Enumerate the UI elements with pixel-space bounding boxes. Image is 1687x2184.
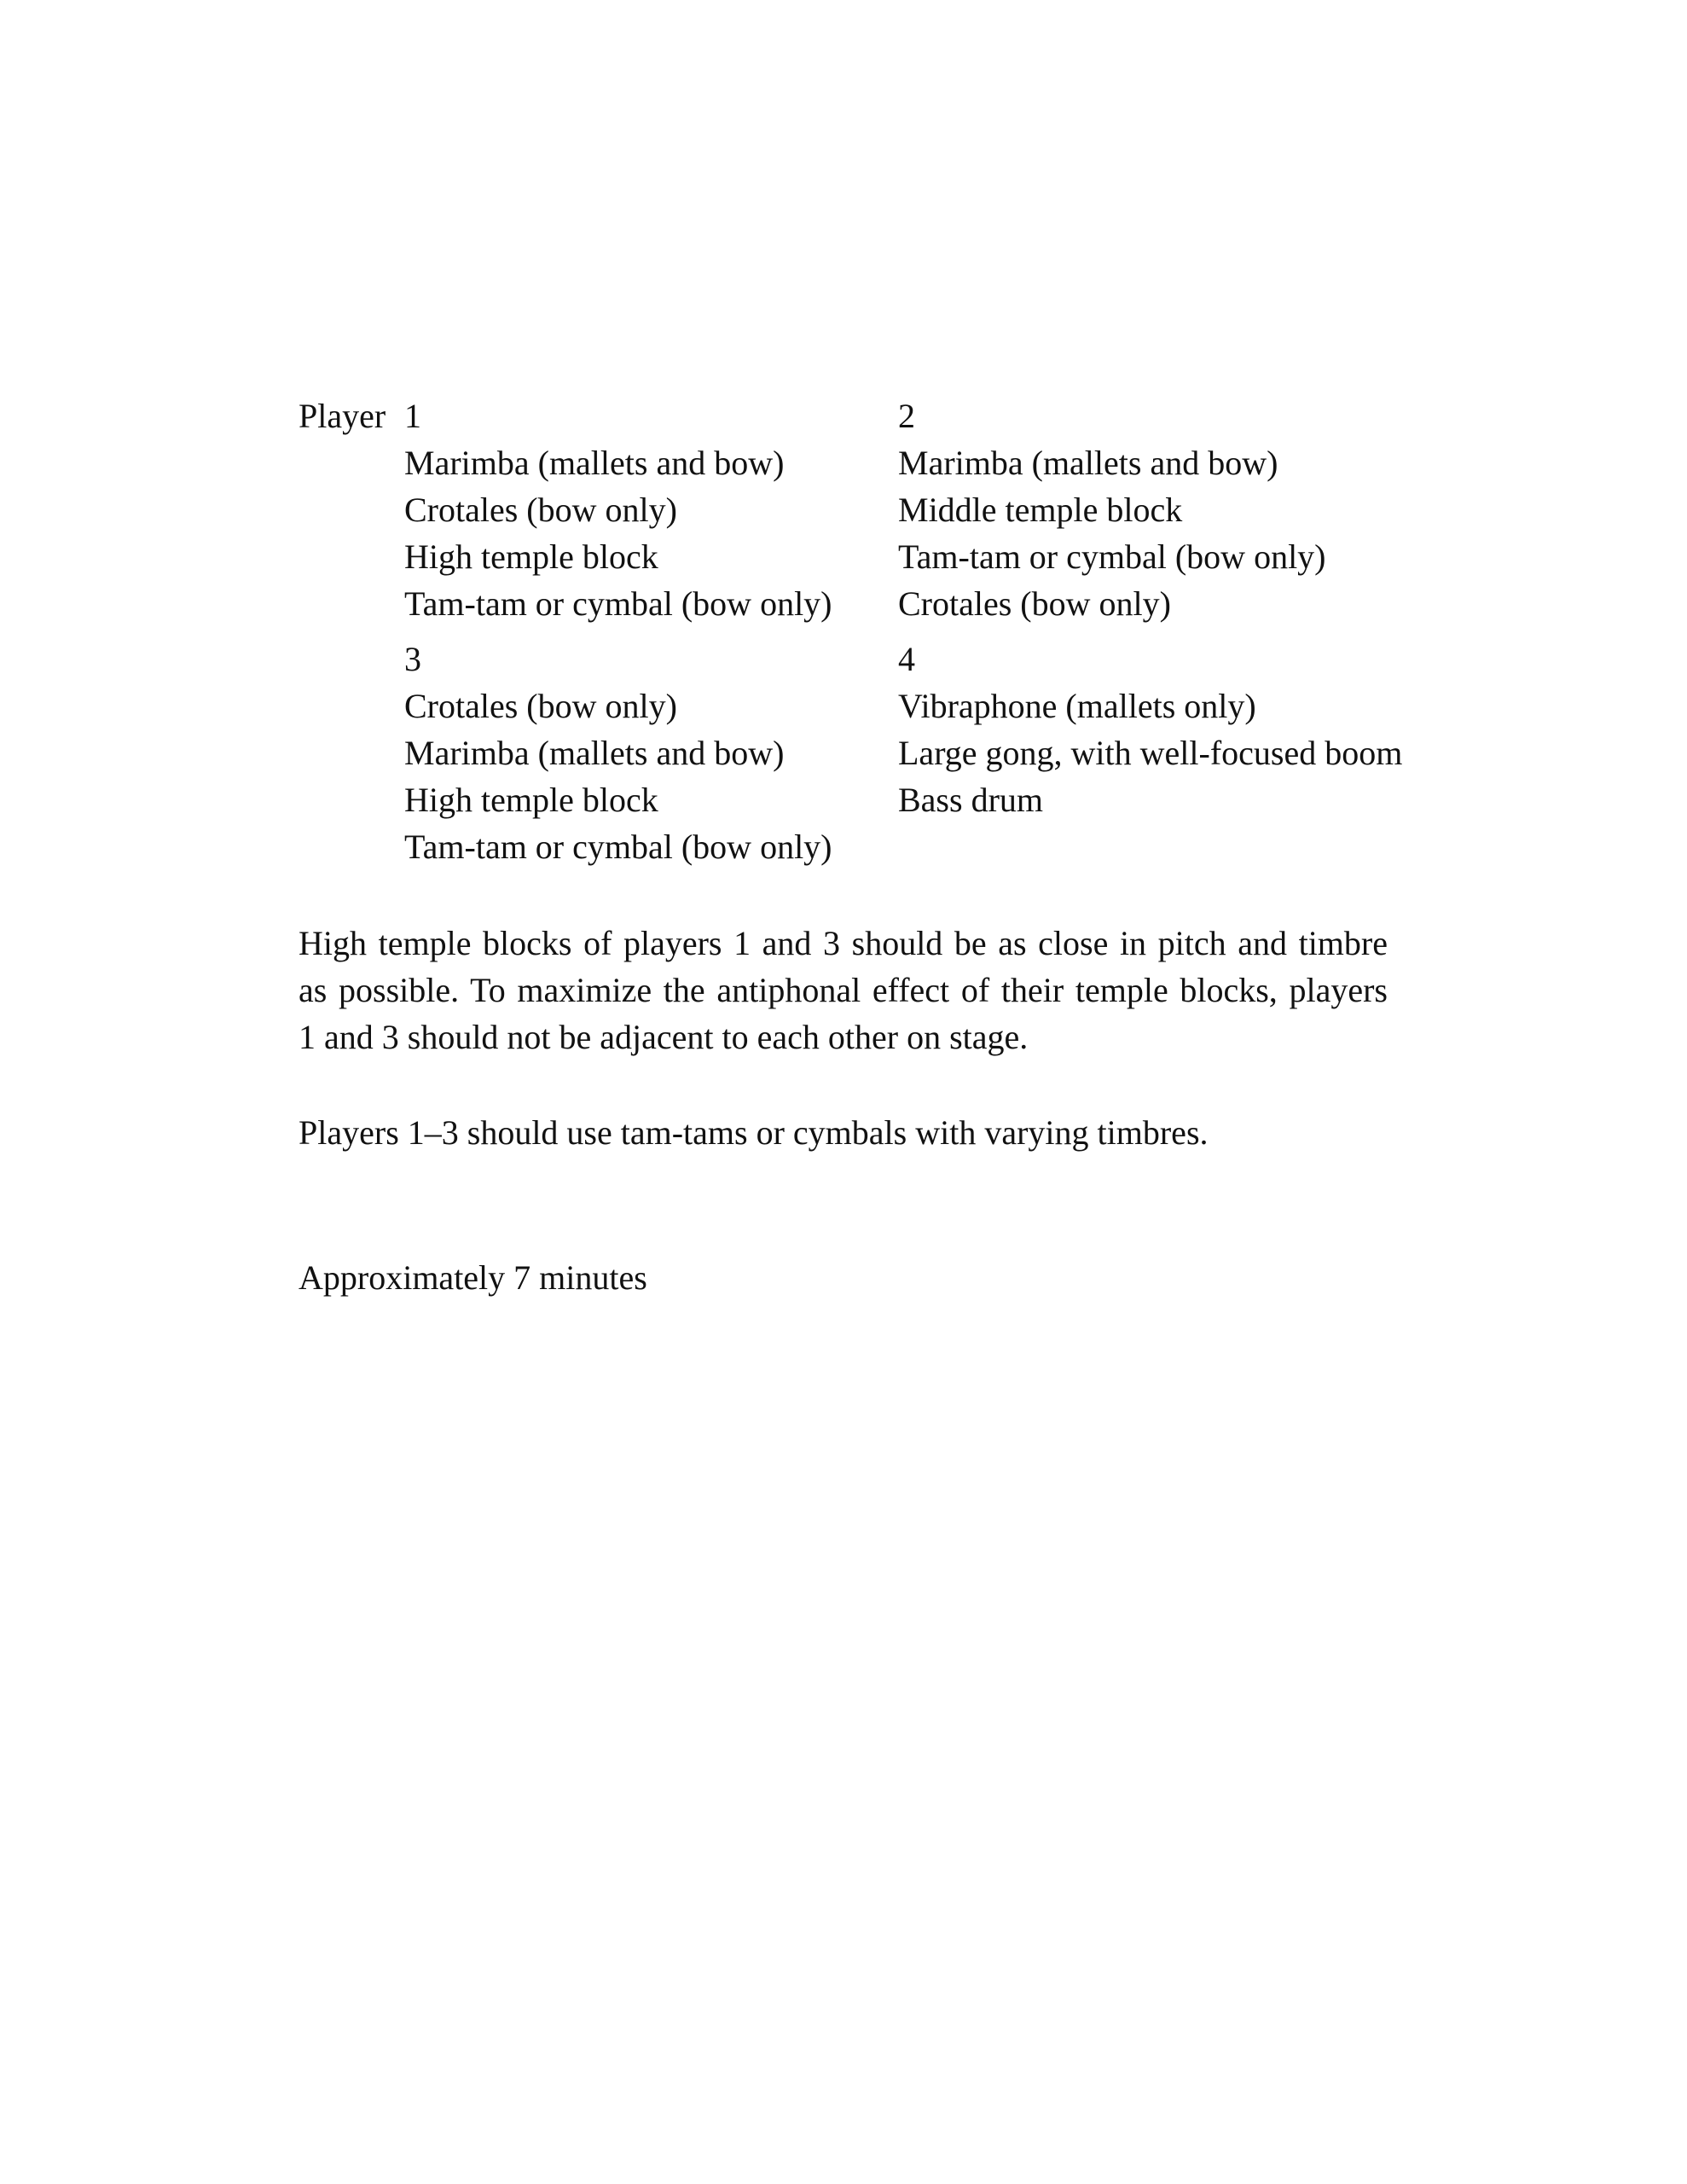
instrument-item: Vibraphone (mallets only)	[898, 687, 1256, 725]
instrument-item: Crotales (bow only)	[404, 491, 677, 529]
note-line: High temple blocks of players 1 and 3 should be as close in pitch and timbre	[299, 924, 1388, 962]
instrument-item: Tam-tam or cymbal (bow only)	[404, 584, 832, 623]
tam-tam-note: Players 1–3 should use tam-tams or cymbals with varying timbres.	[299, 1113, 1209, 1152]
instrument-item: Marimba (mallets and bow)	[404, 444, 785, 482]
player-2-list	[898, 392, 1326, 627]
instrument-item: Marimba (mallets and bow)	[898, 444, 1278, 482]
player-number: 4	[898, 640, 915, 678]
instrument-item: Bass drum	[898, 781, 1043, 819]
instrument-item: Crotales (bow only)	[898, 584, 1171, 623]
player-1-list	[404, 392, 832, 627]
note-line: as possible. To maximize the antiphonal effect of their temple blocks, players	[299, 971, 1388, 1009]
player-3-list	[404, 636, 832, 870]
instrument-item: Tam-tam or cymbal (bow only)	[404, 828, 832, 866]
duration: Approximately 7 minutes	[299, 1258, 647, 1297]
player-number: 2	[898, 397, 915, 435]
player-number: 3	[404, 640, 421, 678]
instrument-item: Middle temple block	[898, 491, 1183, 529]
instrument-item: High temple block	[404, 537, 658, 576]
instrument-item: Large gong, with well-focused boom	[898, 734, 1403, 772]
player-label: Player	[299, 397, 386, 435]
note-line: 1 and 3 should not be adjacent to each other on stage.	[299, 1018, 1029, 1056]
player-number: 1	[404, 397, 421, 435]
player-4-list	[898, 636, 1402, 823]
instrument-item: Crotales (bow only)	[404, 687, 677, 725]
instrument-item: Marimba (mallets and bow)	[404, 734, 785, 772]
instrument-item: High temple block	[404, 781, 658, 819]
temple-block-note	[299, 920, 1388, 1060]
instrument-item: Tam-tam or cymbal (bow only)	[898, 537, 1326, 576]
